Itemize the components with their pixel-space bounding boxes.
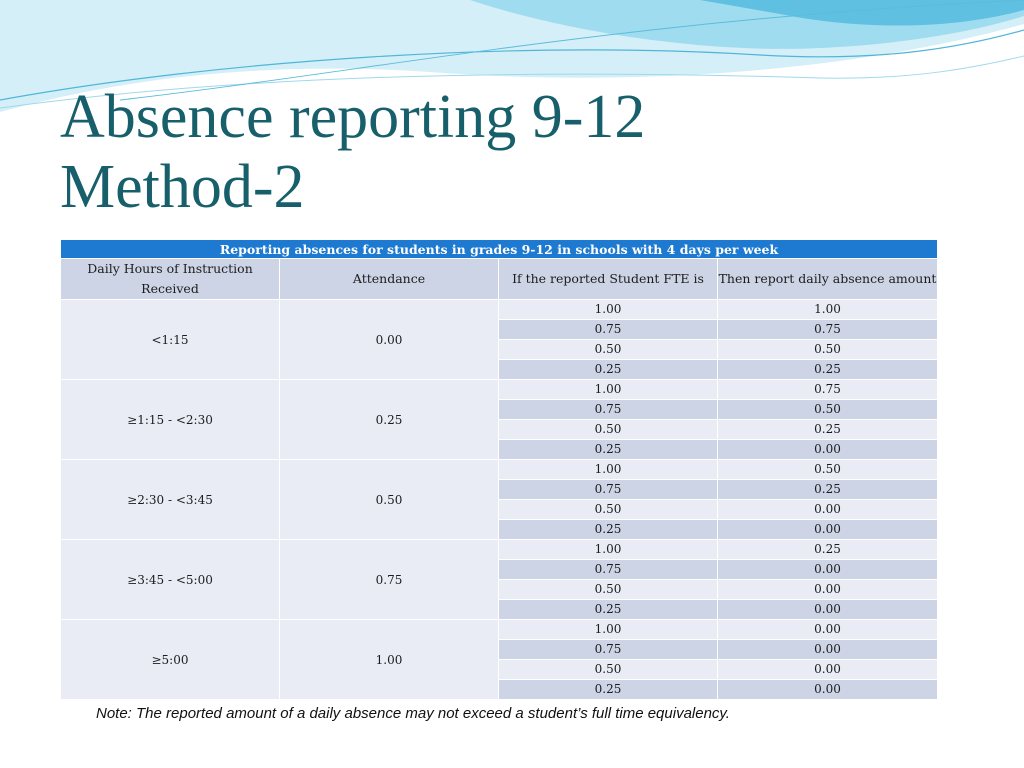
absence-cell: 0.00 bbox=[718, 600, 938, 620]
page-title bbox=[60, 82, 645, 222]
table-row bbox=[61, 300, 938, 320]
attendance-cell: 0.00 bbox=[280, 300, 499, 380]
absence-cell: 0.00 bbox=[718, 520, 938, 540]
table-caption: Reporting absences for students in grades 9-12 in schools with 4 days per week bbox=[61, 240, 938, 259]
attendance-cell: 0.25 bbox=[280, 380, 499, 460]
absence-cell: 0.25 bbox=[718, 480, 938, 500]
table-row bbox=[61, 380, 938, 400]
absence-cell: 0.00 bbox=[718, 660, 938, 680]
table-row bbox=[61, 540, 938, 560]
absence-cell: 0.50 bbox=[718, 400, 938, 420]
fte-cell: 0.75 bbox=[499, 480, 718, 500]
fte-cell: 0.25 bbox=[499, 520, 718, 540]
fte-cell: 1.00 bbox=[499, 540, 718, 560]
hours-cell: ≥3:45 - <5:00 bbox=[61, 540, 280, 620]
table-row bbox=[61, 620, 938, 640]
footnote: Note: The reported amount of a daily absence may not exceed a student’s full time equivalency. bbox=[96, 705, 730, 722]
header-absence: Then report daily absence amount bbox=[718, 259, 938, 300]
fte-cell: 0.75 bbox=[499, 640, 718, 660]
absence-cell: 0.00 bbox=[718, 500, 938, 520]
hours-cell: <1:15 bbox=[61, 300, 280, 380]
absence-cell: 0.00 bbox=[718, 560, 938, 580]
fte-cell: 1.00 bbox=[499, 620, 718, 640]
hours-cell: ≥1:15 - <2:30 bbox=[61, 380, 280, 460]
title-line-2: Method-2 bbox=[60, 153, 305, 221]
absence-cell: 0.50 bbox=[718, 460, 938, 480]
fte-cell: 0.50 bbox=[499, 580, 718, 600]
fte-cell: 0.75 bbox=[499, 560, 718, 580]
fte-cell: 0.25 bbox=[499, 440, 718, 460]
absence-cell: 0.75 bbox=[718, 320, 938, 340]
fte-cell: 0.25 bbox=[499, 600, 718, 620]
fte-cell: 1.00 bbox=[499, 380, 718, 400]
fte-cell: 0.25 bbox=[499, 360, 718, 380]
fte-cell: 0.50 bbox=[499, 340, 718, 360]
absence-cell: 0.00 bbox=[718, 620, 938, 640]
fte-cell: 0.75 bbox=[499, 320, 718, 340]
fte-cell: 0.25 bbox=[499, 680, 718, 700]
fte-cell: 1.00 bbox=[499, 460, 718, 480]
absence-cell: 0.75 bbox=[718, 380, 938, 400]
absence-cell: 0.00 bbox=[718, 680, 938, 700]
fte-cell: 0.50 bbox=[499, 500, 718, 520]
absence-cell: 0.50 bbox=[718, 340, 938, 360]
absence-cell: 0.00 bbox=[718, 440, 938, 460]
attendance-cell: 1.00 bbox=[280, 620, 499, 700]
attendance-cell: 0.50 bbox=[280, 460, 499, 540]
header-fte: If the reported Student FTE is bbox=[499, 259, 718, 300]
attendance-cell: 0.75 bbox=[280, 540, 499, 620]
title-line-1: Absence reporting 9-12 bbox=[60, 83, 646, 151]
absence-cell: 0.25 bbox=[718, 360, 938, 380]
absence-cell: 0.25 bbox=[718, 540, 938, 560]
fte-cell: 0.50 bbox=[499, 420, 718, 440]
absence-cell: 0.00 bbox=[718, 640, 938, 660]
fte-cell: 1.00 bbox=[499, 300, 718, 320]
absence-table bbox=[60, 239, 938, 700]
header-attendance: Attendance bbox=[280, 259, 499, 300]
hours-cell: ≥5:00 bbox=[61, 620, 280, 700]
fte-cell: 0.75 bbox=[499, 400, 718, 420]
fte-cell: 0.50 bbox=[499, 660, 718, 680]
table-row bbox=[61, 460, 938, 480]
absence-cell: 1.00 bbox=[718, 300, 938, 320]
absence-cell: 0.00 bbox=[718, 580, 938, 600]
hours-cell: ≥2:30 - <3:45 bbox=[61, 460, 280, 540]
absence-cell: 0.25 bbox=[718, 420, 938, 440]
header-hours: Daily Hours of Instruction Received bbox=[61, 259, 280, 300]
